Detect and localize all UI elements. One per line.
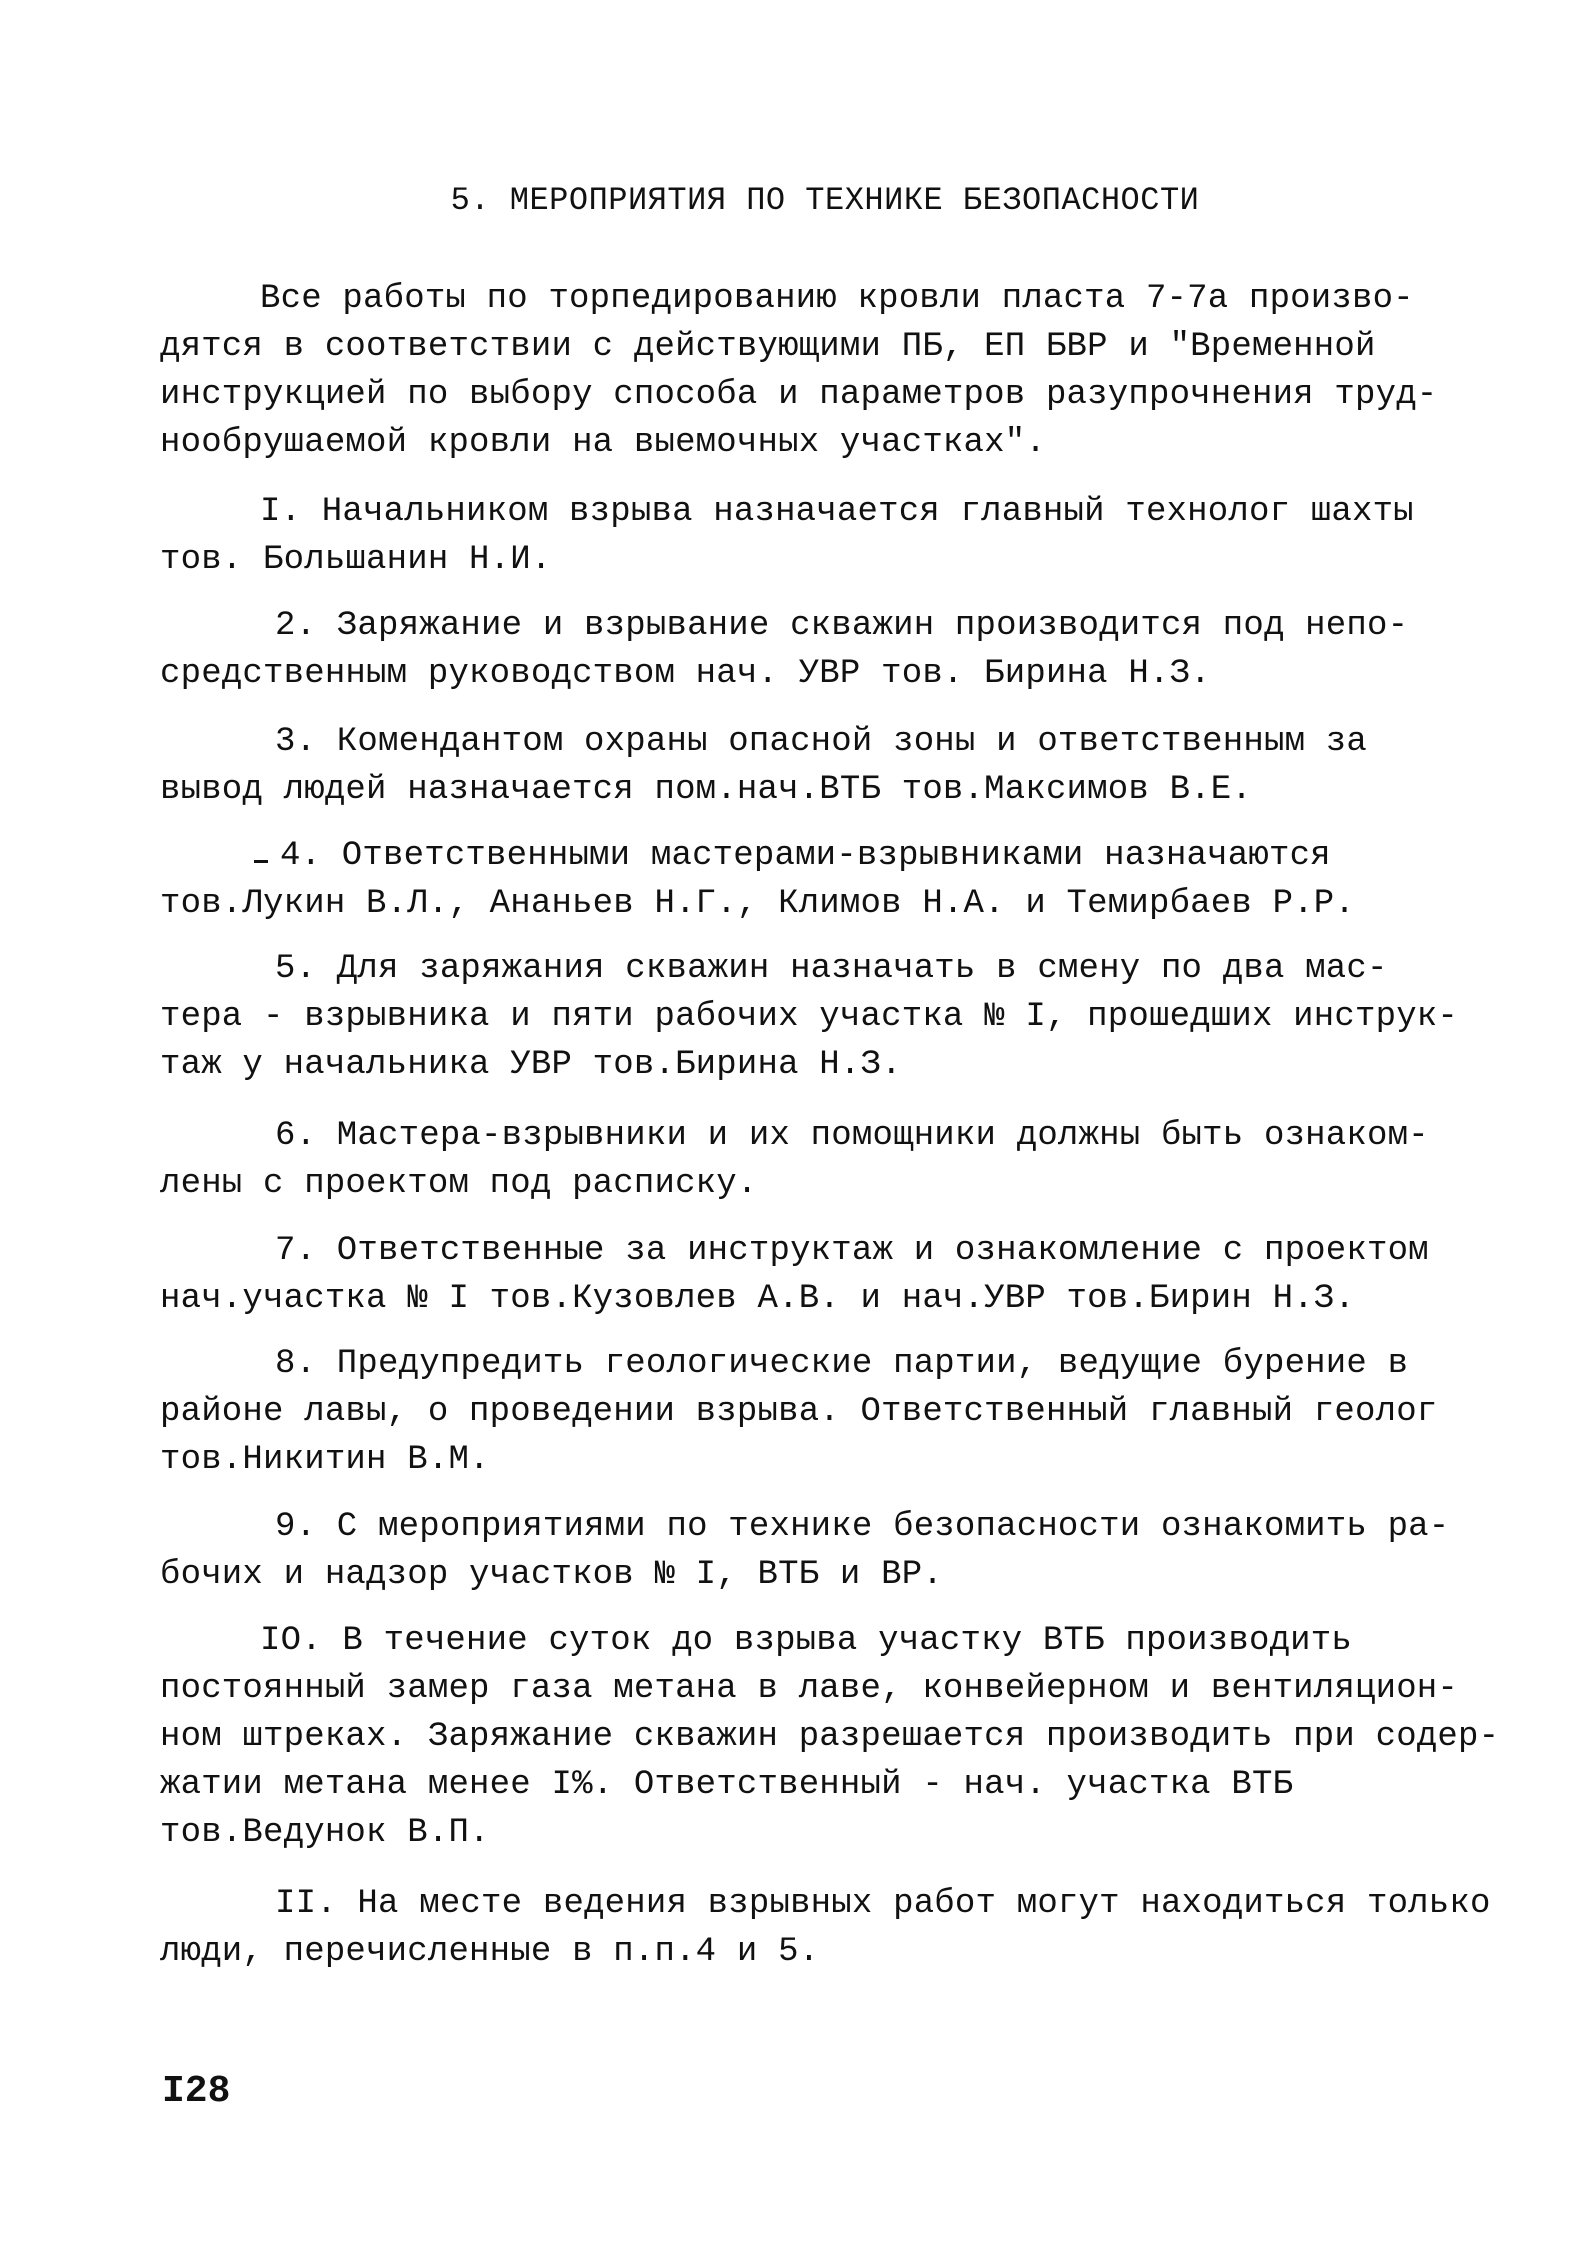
paragraph-line: I. Начальником взрыва назначается главный технолог шахты [260,493,1414,531]
paragraph-line: жатии метана менее I%. Ответственный - нач. участка ВТБ [160,1766,1294,1804]
paragraph-line: люди, перечисленные в п.п.4 и 5. [160,1933,820,1971]
paragraph-line: Все работы по торпедированию кровли пласта 7-7а произво- [260,280,1414,318]
paragraph-line: лены с проектом под расписку. [160,1165,758,1203]
paragraph-line: тера - взрывника и пяти рабочих участка № I, прошедших инструк- [160,998,1459,1036]
paragraph-line: тов.Никитин В.М. [160,1441,490,1479]
page-number: I28 [162,2070,231,2113]
paragraph-line: 7. Ответственные за инструктаж и ознакомление с проектом [275,1232,1429,1270]
list-item-7 [160,1227,1480,1323]
list-item-11 [160,1880,1491,1976]
paragraph-line: 5. Для заряжания скважин назначать в смену по два мас- [275,950,1388,988]
paragraph-line: IO. В течение суток до взрыва участку ВТБ производить [260,1622,1352,1660]
paragraph-line: 9. С мероприятиями по технике безопасности ознакомить ра- [275,1508,1450,1546]
paragraph-line: нач.участка № I тов.Кузовлев А.В. и нач.УВР тов.Бирин Н.З. [160,1280,1355,1318]
paragraph-line: тов. Большанин Н.И. [160,541,552,579]
list-item-8 [160,1340,1480,1484]
paragraph-line: инструкцией по выбору способа и параметров разупрочнения труд- [160,376,1438,414]
paragraph-line: 3. Комендантом охраны опасной зоны и ответственным за [275,723,1367,761]
list-item-1 [160,488,1480,584]
paragraph-line: тов.Лукин В.Л., Ананьев Н.Г., Климов Н.А. и Темирбаев Р.Р. [160,885,1355,923]
paragraph-line: таж у начальника УВР тов.Бирина Н.З. [160,1046,902,1084]
paragraph-line: средственным руководством нач. УВР тов. Бирина Н.З. [160,655,1211,693]
list-item-9 [160,1503,1480,1599]
paragraph-line: бочих и надзор участков № I, ВТБ и ВР. [160,1556,943,1594]
list-item-3 [160,718,1480,814]
paragraph-line: вывод людей назначается пом.нач.ВТБ тов.Максимов В.Е. [160,771,1252,809]
intro-paragraph [160,275,1480,467]
paragraph-line: тов.Ведунок В.П. [160,1814,490,1852]
section-title: 5. МЕРОПРИЯТИЯ ПО ТЕХНИКЕ БЕЗОПАСНОСТИ [450,182,1200,219]
paragraph-line: ном штреках. Заряжание скважин разрешается производить при содер- [160,1718,1500,1756]
paragraph-line: постоянный замер газа метана в лаве, конвейерном и вентиляцион- [160,1670,1459,1708]
paragraph-line: дятся в соответствии с действующими ПБ, ЕП БВР и "Временной [160,328,1376,366]
list-item-2 [160,602,1480,698]
list-item-10 [160,1617,1500,1857]
list-item-4 [160,832,1480,928]
paragraph-line: 6. Мастера-взрывники и их помощники должны быть ознаком- [275,1117,1429,1155]
paragraph-line: II. На месте ведения взрывных работ могут находиться только [275,1885,1491,1923]
paragraph-line: районе лавы, о проведении взрыва. Ответственный главный геолог [160,1393,1438,1431]
paragraph-line: 4. Ответственными мастерами-взрывниками назначаются [280,837,1331,875]
paragraph-line: нообрушаемой кровли на выемочных участках". [160,424,1046,462]
paragraph-line: 8. Предупредить геологические партии, ведущие бурение в [275,1345,1409,1383]
list-item-6 [160,1112,1480,1208]
list-item-5 [160,945,1480,1089]
paragraph-line: 2. Заряжание и взрывание скважин производится под непо- [275,607,1409,645]
